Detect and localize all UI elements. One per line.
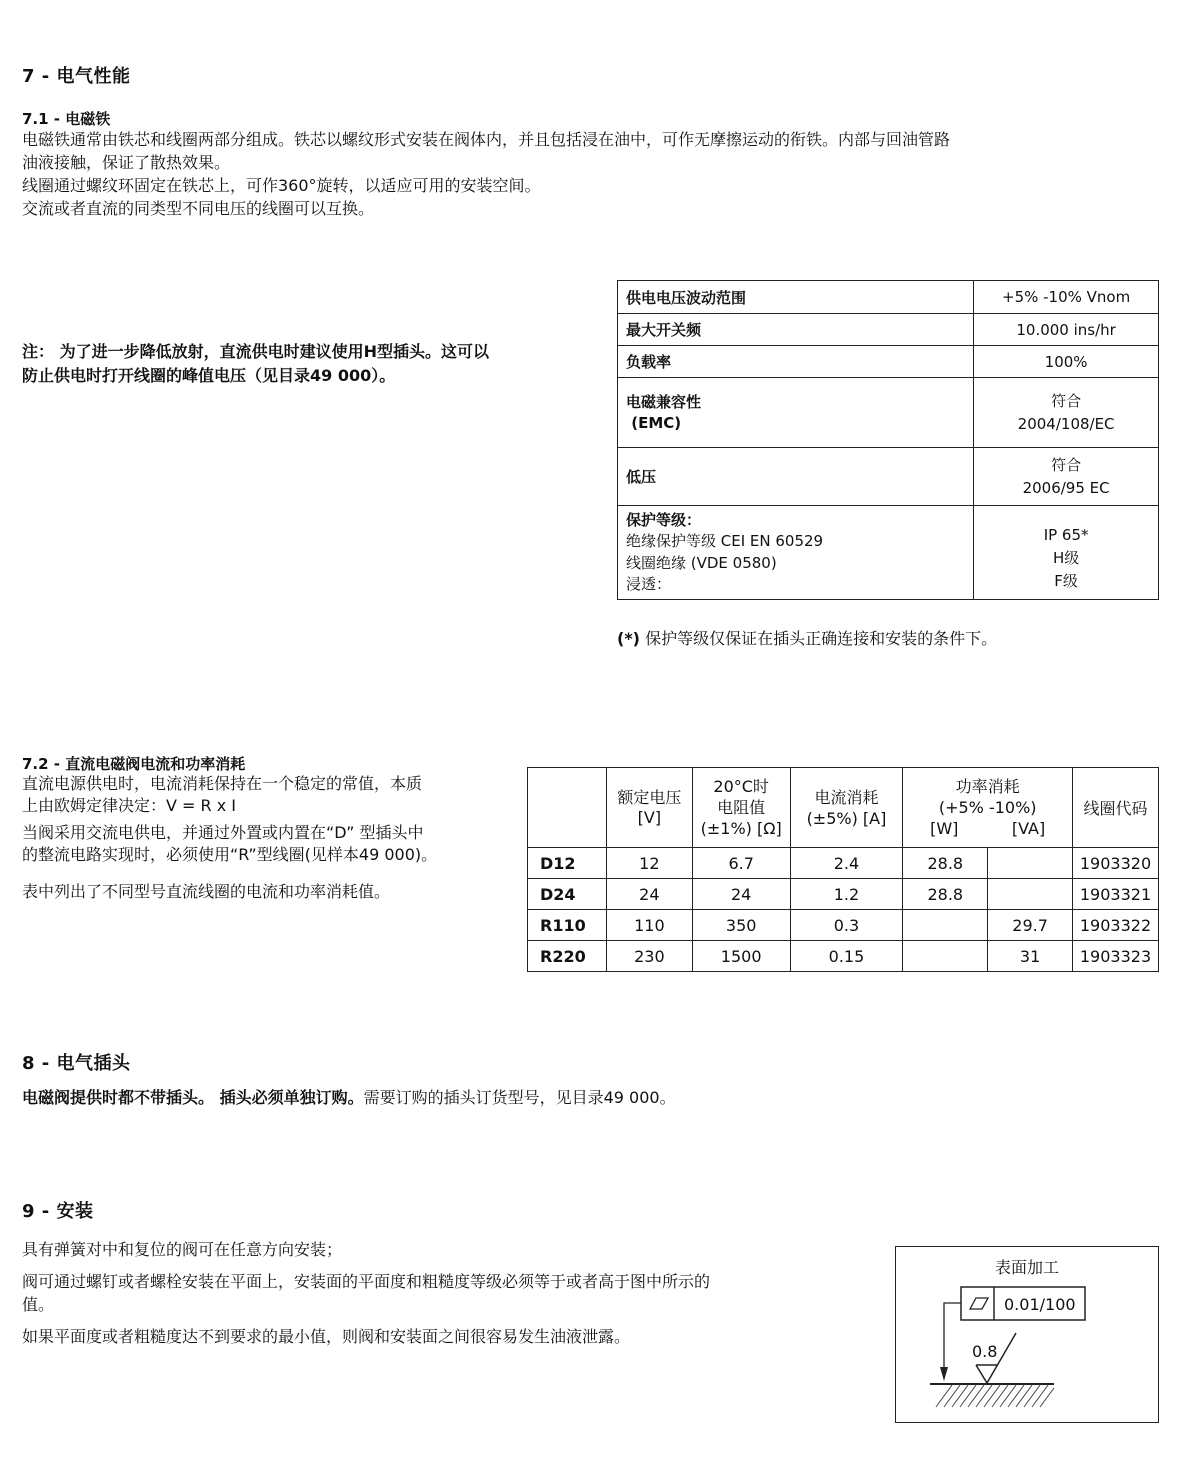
cell-current: 0.15 bbox=[790, 941, 903, 972]
spec-value-line: IP 65* bbox=[1043, 526, 1089, 544]
table-row bbox=[618, 281, 1159, 314]
header-unit-w: [W] bbox=[930, 819, 959, 838]
cell-voltage: 24 bbox=[606, 879, 692, 910]
header-voltage bbox=[606, 768, 692, 848]
footnote-text: 保护等级仅保证在插头正确连接和安装的条件下。 bbox=[640, 629, 998, 648]
spec-value-line: 符合 bbox=[1051, 455, 1082, 474]
cell-voltage: 12 bbox=[606, 848, 692, 879]
cell-resistance: 1500 bbox=[692, 941, 790, 972]
table-row bbox=[618, 314, 1159, 346]
spec-label-line: 浸透： bbox=[626, 575, 672, 593]
emission-note bbox=[22, 340, 582, 388]
electrical-spec-table bbox=[617, 280, 1159, 600]
table-row bbox=[618, 448, 1159, 506]
spec-label: 供电电压波动范围 bbox=[618, 281, 974, 314]
header-line: 额定电压 bbox=[617, 787, 682, 807]
spec-label: 低压 bbox=[618, 448, 974, 506]
leader-line bbox=[944, 1303, 961, 1375]
plug-order-reference: 需要订购的插头订货型号，见目录49 000。 bbox=[363, 1088, 676, 1107]
header-line: [V] bbox=[637, 807, 662, 827]
cell-resistance: 350 bbox=[692, 910, 790, 941]
plug-not-supplied: 电磁阀提供时都不带插头。 bbox=[22, 1088, 215, 1107]
flatness-value: 0.01/100 bbox=[1004, 1295, 1076, 1314]
spec-value-line: 2004/108/EC bbox=[1017, 414, 1115, 433]
cell-code: 1903323 bbox=[1073, 941, 1159, 972]
section-9-text bbox=[22, 1238, 842, 1348]
spec-value bbox=[974, 378, 1159, 448]
note-line: 防止供电时打开线圈的峰值电压（见目录49 000）。 bbox=[22, 366, 396, 385]
spec-value: 10.000 ins/hr bbox=[974, 314, 1159, 346]
text-line: 油液接触，保证了散热效果。 bbox=[22, 153, 231, 172]
section-7-1-title: 7.1 - 电磁铁 bbox=[22, 110, 111, 128]
text-line: 线圈通过螺纹环固定在铁芯上，可作360°旋转，以适应可用的安装空间。 bbox=[22, 176, 541, 195]
spec-value-line: 符合 bbox=[1051, 391, 1082, 410]
cell-type: D24 bbox=[528, 879, 607, 910]
table-row bbox=[528, 941, 1159, 972]
header-current bbox=[790, 768, 903, 848]
cell-voltage: 230 bbox=[606, 941, 692, 972]
cell-resistance: 6.7 bbox=[692, 848, 790, 879]
header-unit-va: [VA] bbox=[1011, 819, 1046, 838]
section-8-text bbox=[22, 1085, 676, 1108]
cell-code: 1903320 bbox=[1073, 848, 1159, 879]
footnote-mark: (*) bbox=[617, 629, 640, 648]
text-line: 上由欧姆定律决定：V = R x I bbox=[22, 796, 237, 815]
table-row bbox=[528, 848, 1159, 879]
spec-value-line: H级 bbox=[1052, 549, 1080, 567]
cell-power-w bbox=[903, 910, 988, 941]
spec-value: 100% bbox=[974, 346, 1159, 378]
header-line: (±5%) [A] bbox=[806, 808, 887, 828]
header-line: 功率消耗 bbox=[955, 777, 1020, 796]
header-line: 20°C时 bbox=[713, 777, 769, 796]
cell-power-w: 28.8 bbox=[903, 879, 988, 910]
table-row bbox=[528, 910, 1159, 941]
cell-power-w: 28.8 bbox=[903, 848, 988, 879]
text-line: 当阀采用交流电供电，并通过外置或内置在“D” 型插头中 bbox=[22, 823, 424, 842]
roughness-value: 0.8 bbox=[972, 1342, 998, 1361]
spec-label-line: 电磁兼容性 bbox=[626, 392, 702, 411]
text-line: 表中列出了不同型号直流线圈的电流和功率消耗值。 bbox=[22, 882, 391, 901]
text-line: 的整流电路实现时，必须使用“R”型线圈(见样本49 000)。 bbox=[22, 845, 438, 864]
header-resistance bbox=[692, 768, 790, 848]
header-units bbox=[903, 818, 1072, 839]
note-line: 注： 为了进一步降低放射，直流供电时建议使用H型插头。这可以 bbox=[22, 342, 489, 361]
section-7-2-text bbox=[22, 773, 512, 903]
text-line: 交流或者直流的同类型不同电压的线圈可以互换。 bbox=[22, 199, 375, 218]
spec-label: 负载率 bbox=[618, 346, 974, 378]
table-row bbox=[618, 378, 1159, 448]
spec-value-line: F级 bbox=[1054, 572, 1078, 590]
section-8-title: 8 - 电气插头 bbox=[22, 1053, 131, 1074]
cell-power-w bbox=[903, 941, 988, 972]
spec-label: 最大开关频 bbox=[618, 314, 974, 346]
spec-label-line: 绝缘保护等级 CEI EN 60529 bbox=[626, 532, 824, 550]
section-7-1-text bbox=[22, 128, 1122, 220]
text-line: 具有弹簧对中和复位的阀可在任意方向安装； bbox=[22, 1240, 343, 1259]
table-header-row bbox=[528, 768, 1159, 848]
section-7-title: 7 - 电气性能 bbox=[22, 66, 131, 87]
spec-label-line: (EMC) bbox=[626, 413, 682, 432]
spec-label bbox=[618, 378, 974, 448]
table-row bbox=[618, 506, 1159, 600]
surface-finish-drawing bbox=[896, 1247, 1158, 1422]
dc-coil-table bbox=[527, 767, 1159, 972]
cell-current: 0.3 bbox=[790, 910, 903, 941]
cell-code: 1903321 bbox=[1073, 879, 1159, 910]
spec-footnote bbox=[617, 626, 997, 649]
section-9-title: 9 - 安装 bbox=[22, 1201, 94, 1222]
spec-value: +5% -10% Vnom bbox=[974, 281, 1159, 314]
text-line: 阀可通过螺钉或者螺栓安装在平面上，安装面的平面度和粗糙度等级必须等于或者高于图中所示的 bbox=[22, 1272, 711, 1291]
table-row bbox=[528, 879, 1159, 910]
text-line: 电磁铁通常由铁芯和线圈两部分组成。铁芯以螺纹形式安装在阀体内，并且包括浸在油中，可作无摩擦运动的衔铁。内部与回油管路 bbox=[22, 130, 951, 149]
cell-power-va: 29.7 bbox=[988, 910, 1073, 941]
header-line: 电流消耗 bbox=[814, 787, 879, 807]
cell-type: R220 bbox=[528, 941, 607, 972]
table-row bbox=[618, 346, 1159, 378]
header-power bbox=[903, 768, 1073, 848]
header-code: 线圈代码 bbox=[1073, 768, 1159, 848]
cell-power-va bbox=[988, 879, 1073, 910]
text-line: 值。 bbox=[22, 1295, 55, 1314]
text-line: 如果平面度或者粗糙度达不到要求的最小值，则阀和安装面之间很容易发生油液泄露。 bbox=[22, 1327, 631, 1346]
cell-type: D12 bbox=[528, 848, 607, 879]
surface-finish-figure bbox=[895, 1246, 1159, 1423]
cell-voltage: 110 bbox=[606, 910, 692, 941]
cell-type: R110 bbox=[528, 910, 607, 941]
section-7-2-title: 7.2 - 直流电磁阀电流和功率消耗 bbox=[22, 755, 246, 773]
cell-current: 1.2 bbox=[790, 879, 903, 910]
figure-title: 表面加工 bbox=[994, 1258, 1059, 1277]
cell-current: 2.4 bbox=[790, 848, 903, 879]
leader-arrow-icon bbox=[940, 1367, 948, 1381]
cell-code: 1903322 bbox=[1073, 910, 1159, 941]
spec-value-line: 2006/95 EC bbox=[1022, 478, 1110, 497]
flatness-symbol-icon bbox=[970, 1298, 988, 1309]
spec-label-line: 保护等级： bbox=[626, 510, 702, 529]
spec-value bbox=[974, 506, 1159, 600]
text-line: 直流电源供电时，电流消耗保持在一个稳定的常值，本质 bbox=[22, 774, 423, 793]
header-line: (+5% -10%) bbox=[938, 798, 1037, 817]
surface-hatching bbox=[936, 1385, 1054, 1407]
spec-value bbox=[974, 448, 1159, 506]
spec-label-line: 线圈绝缘 (VDE 0580) bbox=[626, 553, 777, 572]
plug-order-separately: 插头必须单独订购。 bbox=[214, 1088, 364, 1107]
cell-power-va bbox=[988, 848, 1073, 879]
header-line: 电阻值 bbox=[717, 798, 766, 817]
header-line: (±1%) [Ω] bbox=[700, 819, 782, 838]
cell-resistance: 24 bbox=[692, 879, 790, 910]
spec-label bbox=[618, 506, 974, 600]
header-type bbox=[528, 768, 607, 848]
cell-power-va: 31 bbox=[988, 941, 1073, 972]
